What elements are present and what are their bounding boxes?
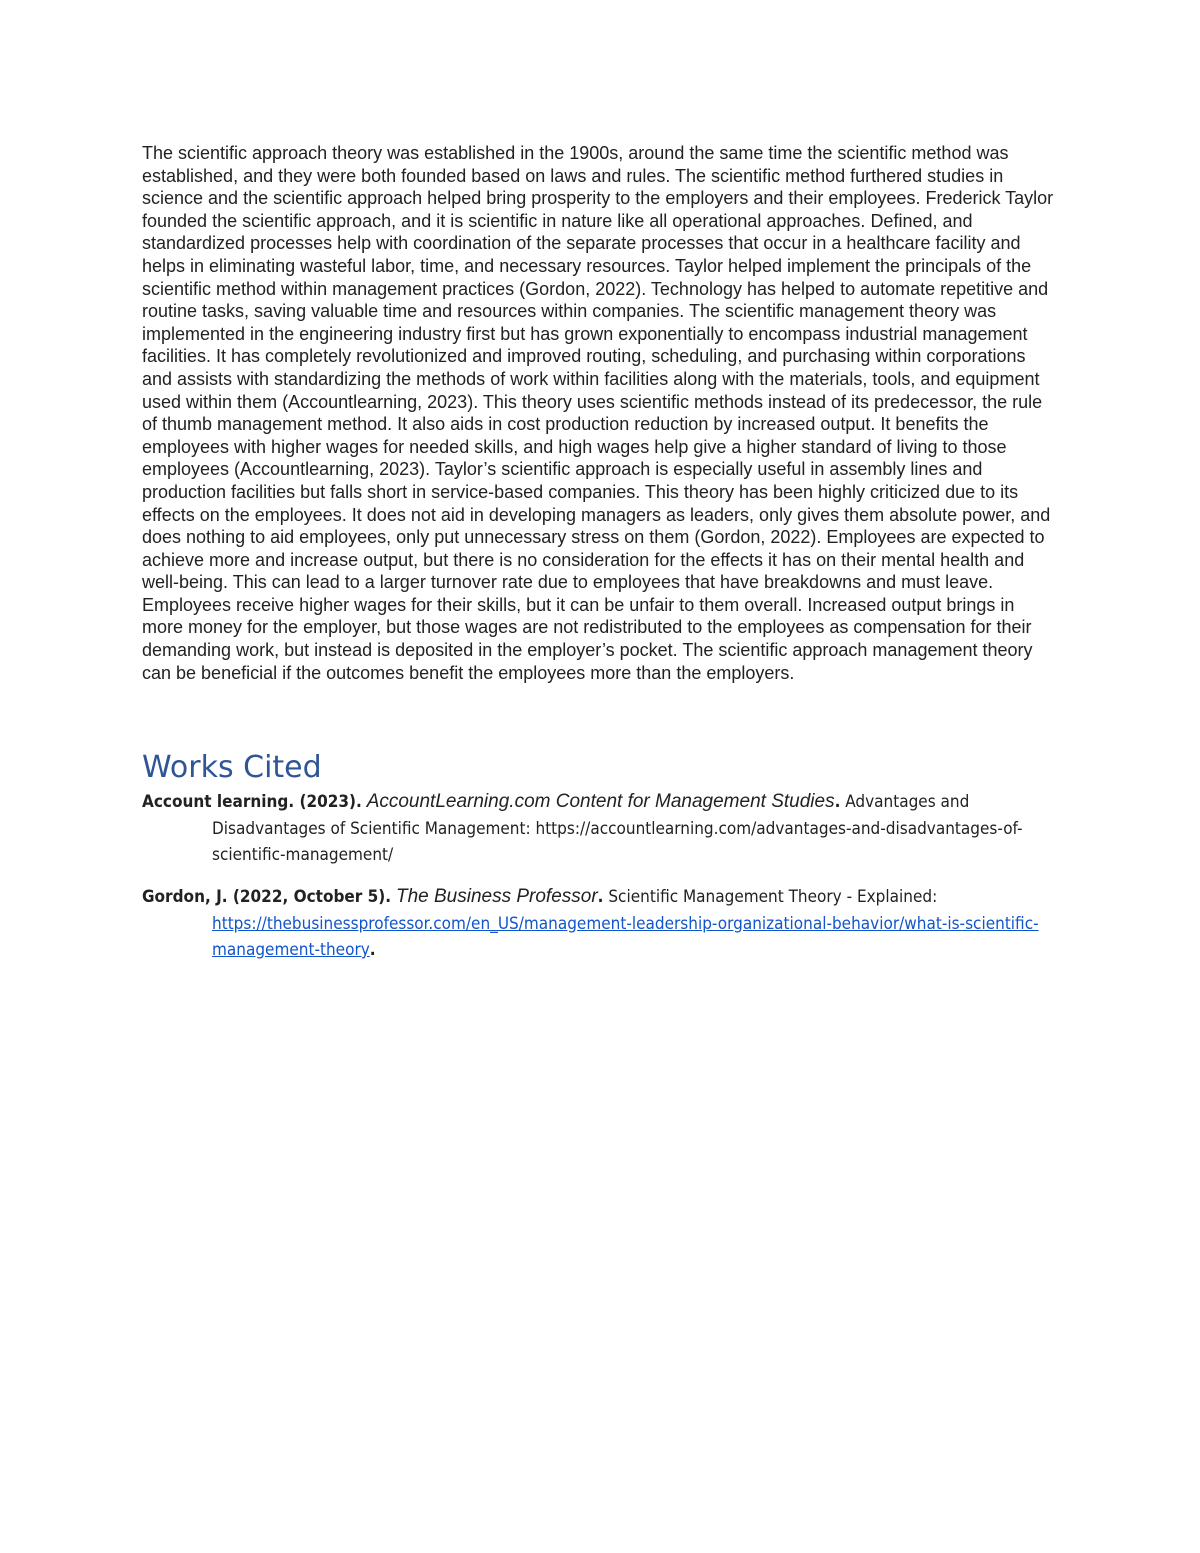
- citation-entry-gordon: [142, 884, 1062, 964]
- citation-entry-accountlearning: [142, 789, 1062, 869]
- citation-details: Scientific Management Theory - Explained:: [603, 887, 938, 907]
- citation-punctuation: .: [597, 887, 604, 907]
- citation-details: Advantages and Disadvantages of Scientific Management: https://accountlearning.com/advantages-and-disadvantages-of-scientific-management/: [212, 792, 1023, 865]
- citation-punctuation: .: [834, 792, 841, 812]
- body-paragraph: The scientific approach theory was established in the 1900s, around the same time the scientific method was established, and they were both founded based on laws and rules. The scientific method furthered studies in science and the scientific approach helped bring prosperity to the employers and their employees. Frederick Taylor founded the scientific approach, and it is scientific in nature like all operational approaches. Defined, and standardized processes help with coordination of the separate processes that occur in a healthcare facility and helps in eliminating wasteful labor, time, and necessary resources. Taylor helped implement the principals of the scientific method within management practices (Gordon, 2022). Technology has helped to automate repetitive and routine tasks, saving valuable time and resources within companies. The scientific management theory was implemented in the engineering industry first but has grown exponentially to encompass industrial management facilities. It has completely revolutionized and improved routing, scheduling, and purchasing within corporations and assists with standardizing the methods of work within facilities along with the materials, tools, and equipment used within them (Accountlearning, 2023). This theory uses scientific methods instead of its predecessor, the rule of thumb management method. It also aids in cost production reduction by increased output. It benefits the employees with higher wages for needed skills, and high wages help give a higher standard of living to those employees (Accountlearning, 2023). Taylor’s scientific approach is especially useful in assembly lines and production facilities but falls short in service-based companies. This theory has been highly criticized due to its effects on the employees. It does not aid in developing managers as leaders, only gives them absolute power, and does nothing to aid employees, only put unnecessary stress on them (Gordon, 2022). Employees are expected to achieve more and increase output, but there is no consideration for the effects it has on their mental health and well-being. This can lead to a larger turnover rate due to employees that have breakdowns and must leave. Employees receive higher wages for their skills, but it can be unfair to them overall. Increased output brings in more money for the employer, but those wages are not redistributed to the employees as compensation for their demanding work, but instead is deposited in the employer’s pocket. The scientific approach management theory can be beneficial if the outcomes benefit the employees more than the employers.: [142, 143, 1054, 683]
- citation-trailing-period: .: [369, 940, 376, 960]
- citation-publication-title: The Business Professor: [395, 886, 598, 907]
- citation-link[interactable]: https://thebusinessprofessor.com/en_US/management-leadership-organizational-behavior/what-is-scientific-management-theory: [212, 913, 1039, 960]
- citation-author-date: Gordon, J. (2022, October 5).: [142, 887, 392, 907]
- citation-publication-title: AccountLearning.com Content for Management Studies: [366, 791, 835, 812]
- works-cited-heading: Works Cited: [142, 750, 322, 785]
- citation-author-date: Account learning. (2023).: [142, 792, 362, 812]
